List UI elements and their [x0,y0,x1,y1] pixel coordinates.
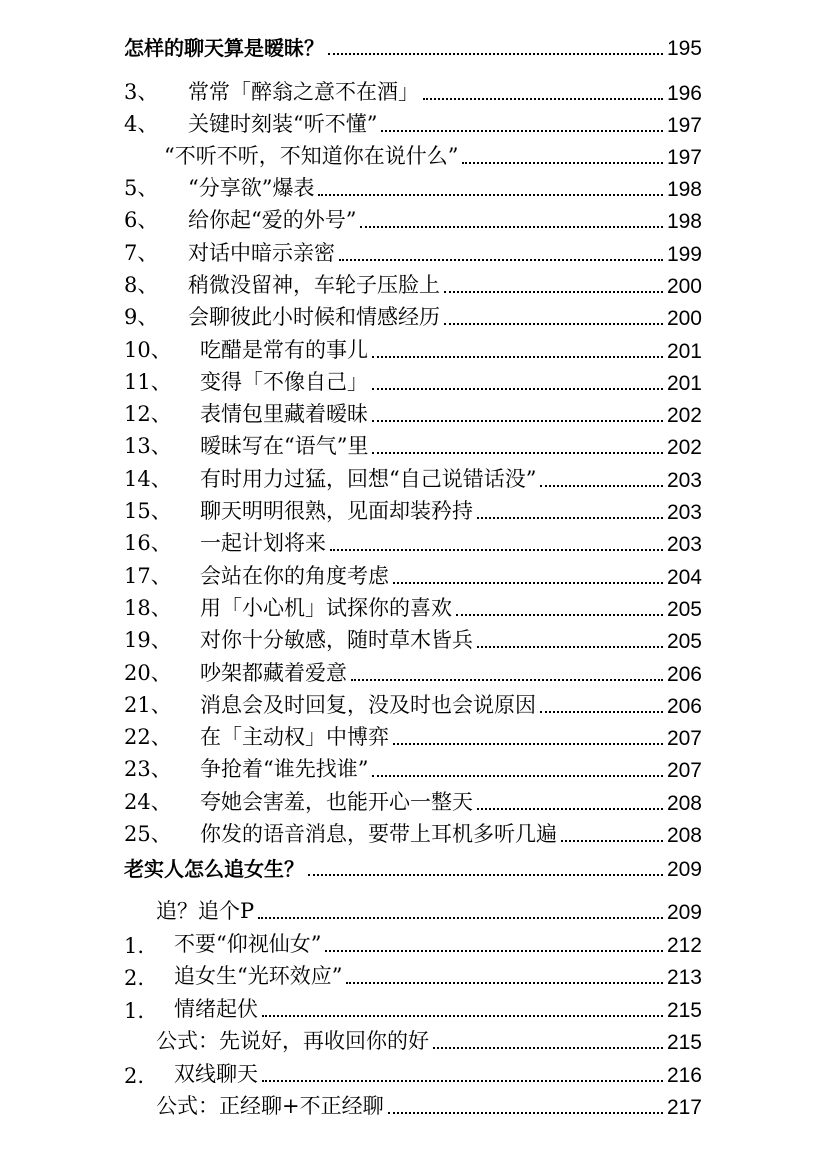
toc-entry-number: 22、 [124,725,172,749]
toc-entry-title: 稍微没留神，车轮子压脸上 [188,273,440,297]
toc-entry[interactable] [0,821,702,851]
toc-entry-number: 1. [124,934,145,958]
toc-entry-page-number: 215 [666,1031,702,1054]
toc-entry-title: 会站在你的角度考虑 [200,564,389,588]
toc-entry-title: 消息会及时回复，没及时也会说原因 [200,693,536,717]
toc-entry[interactable] [0,304,702,334]
toc-entry-title: 你发的语音消息，要带上耳机多听几遍 [200,822,557,846]
toc-entry-number: 18、 [124,596,172,620]
toc-entry-page-number: 199 [666,243,702,266]
toc-entry[interactable] [0,369,702,399]
toc-entry-title: 争抢着“谁先找谁” [200,757,369,781]
toc-entry-title: 聊天明明很熟，见面却装矜持 [200,499,473,523]
toc-entry-page-number: 208 [666,824,702,847]
toc-entry-title: 对话中暗示亲密 [188,241,335,265]
toc-entry-number: 10、 [124,338,172,362]
dot-leader [318,194,662,196]
toc-entry-page-number: 206 [666,695,702,718]
dot-leader [477,517,663,519]
toc-entry-title: 在「主动权」中博弈 [200,725,389,749]
toc-entry-title: 变得「不像自己」 [200,370,368,394]
toc-entry[interactable] [0,789,702,819]
toc-entry-page-number: 197 [666,146,702,169]
toc-entry[interactable] [0,627,702,657]
toc-entry-title: 夸她会害羞，也能开心一整天 [200,790,473,814]
toc-entry[interactable] [0,724,702,754]
dot-leader [351,679,663,681]
dot-leader [381,130,662,132]
toc-entry[interactable] [0,595,702,625]
toc-entry[interactable] [0,272,702,302]
toc-entry-page-number: 201 [666,340,702,363]
toc-entry[interactable] [0,563,702,593]
dot-leader [477,808,663,810]
dot-leader [258,917,663,919]
toc-entry-title: 老实人怎么追女生？ [124,857,304,881]
toc-entry[interactable] [0,996,702,1026]
toc-entry-page-number: 201 [666,372,702,395]
dot-leader [433,1047,663,1049]
toc-entry-page-number: 208 [666,792,702,815]
toc-entry-page-number: 198 [666,178,702,201]
dot-leader [325,950,662,952]
toc-entry-number: 25、 [124,822,172,846]
dot-leader [262,1015,663,1017]
toc-entry[interactable] [0,401,702,431]
dot-leader [372,420,663,422]
toc-entry-number: 19、 [124,628,172,652]
toc-entry[interactable] [0,175,702,205]
toc-entry-title: “不听不听，不知道你在说什么” [164,144,459,168]
toc-entry-number: 7、 [124,241,159,265]
toc-entry-number: 20、 [124,661,172,685]
toc-entry-number: 12、 [124,402,172,426]
dot-leader [462,162,662,164]
toc-entry-page-number: 203 [666,469,702,492]
toc-entry[interactable] [0,692,702,722]
dot-leader [540,711,663,713]
toc-entry-number: 23、 [124,757,172,781]
dot-leader [477,646,663,648]
toc-entry-title: 会聊彼此小时候和情感经历 [188,305,440,329]
toc-entry-number: 1. [124,999,145,1023]
toc-entry-page-number: 204 [666,566,702,589]
toc-entry-title: “分享欲”爆表 [188,176,315,200]
dot-leader [262,1080,663,1082]
toc-entry-number: 17、 [124,564,172,588]
toc-entry-title: 公式：正经聊+不正经聊 [156,1094,384,1118]
toc-entry-number: 8、 [124,273,159,297]
dot-leader [372,356,663,358]
toc-entry-page-number: 202 [666,436,702,459]
dot-leader [561,840,663,842]
toc-entry[interactable] [0,1061,702,1091]
dot-leader [372,452,662,454]
dot-leader [423,98,663,100]
toc-entry-number: 21、 [124,693,172,717]
toc-entry-title: 给你起“爱的外号” [188,208,357,232]
toc-entry-title: 吵架都藏着爱意 [200,661,347,685]
toc-entry-page-number: 200 [666,307,702,330]
toc-entry-number: 6、 [124,208,159,232]
toc-entry[interactable] [0,1093,702,1123]
toc-entry-page-number: 209 [666,901,702,924]
toc-entry[interactable] [0,466,702,496]
toc-entry-page-number: 207 [666,727,702,750]
toc-entry-number: 9、 [124,305,159,329]
toc-entry-page-number: 206 [666,663,702,686]
toc-entry[interactable] [0,1028,702,1058]
toc-entry-page-number: 200 [666,275,702,298]
toc-entry[interactable] [0,240,702,270]
dot-leader [444,323,663,325]
toc-entry-page-number: 195 [666,37,702,60]
toc-entry-number: 13、 [124,434,172,458]
toc-entry-number: 16、 [124,531,172,555]
toc-entry-title: 吃醋是常有的事儿 [200,338,368,362]
toc-entry[interactable] [0,143,702,173]
toc-entry-page-number: 202 [666,404,702,427]
toc-entry[interactable] [0,963,702,993]
toc-entry[interactable] [0,660,702,690]
toc-heading[interactable] [0,34,702,64]
toc-entry-number: 24、 [124,790,172,814]
toc-entry-title: 有时用力过猛，回想“自己说错话没” [200,467,537,491]
dot-leader [372,388,663,390]
toc-entry-page-number: 203 [666,501,702,524]
toc-entry-number: 15、 [124,499,172,523]
toc-entry-title: 表情包里藏着暧昧 [200,402,368,426]
toc-entry-title: 公式：先说好，再收回你的好 [156,1029,429,1053]
toc-heading[interactable] [0,855,702,885]
toc-entry[interactable] [0,931,702,961]
toc-entry-title: 情绪起伏 [174,997,258,1021]
toc-entry-page-number: 198 [666,210,702,233]
toc-entry-number: 14、 [124,467,172,491]
toc-entry-title: 追女生“光环效应” [174,964,343,988]
toc-entry-number: 2. [124,1064,145,1088]
toc-entry[interactable] [0,898,702,928]
toc-entry-title: 怎样的聊天算是暧昧？ [124,36,324,60]
toc-entry-page-number: 205 [666,630,702,653]
toc-entry-page-number: 209 [666,858,702,881]
toc-entry-page-number: 196 [666,82,702,105]
toc-entry[interactable] [0,756,702,786]
toc-entry-number: 2. [124,966,145,990]
toc-entry-title: 追？追个P [156,899,255,923]
toc-entry-title: 一起计划将来 [200,531,326,555]
toc-entry-title: 暧昧写在“语气”里 [200,434,369,458]
toc-entry-page-number: 215 [666,999,702,1022]
dot-leader [540,485,662,487]
toc-entry-number: 5、 [124,176,159,200]
toc-entry[interactable] [0,498,702,528]
toc-entry-page-number: 212 [666,934,702,957]
toc-entry-title: 不要“仰视仙女” [174,932,322,956]
toc-entry-title: 常常「醉翁之意不在酒」 [188,80,419,104]
dot-leader [393,743,663,745]
toc-entry-number: 11、 [124,370,172,394]
dot-leader [308,874,663,876]
toc-entry-number: 4、 [124,112,159,136]
toc-entry-number: 3、 [124,80,159,104]
toc-entry-title: 对你十分敏感，随时草木皆兵 [200,628,473,652]
toc-entry[interactable] [0,337,702,367]
dot-leader [456,614,663,616]
toc-entry-page-number: 205 [666,598,702,621]
dot-leader [388,1112,663,1114]
dot-leader [393,582,663,584]
dot-leader [328,53,663,55]
toc-entry-page-number: 197 [666,114,702,137]
dot-leader [339,259,663,261]
toc-entry-page-number: 207 [666,759,702,782]
toc-entry[interactable] [0,530,702,560]
toc-entry-page-number: 213 [666,966,702,989]
toc-entry-page-number: 217 [666,1096,702,1119]
dot-leader [346,982,662,984]
dot-leader [372,775,662,777]
toc-entry[interactable] [0,111,702,141]
toc-entry-title: 用「小心机」试探你的喜欢 [200,596,452,620]
toc-entry[interactable] [0,207,702,237]
toc-entry-title: 关键时刻装“听不懂” [188,112,378,136]
toc-entry[interactable] [0,433,702,463]
toc-entry-page-number: 216 [666,1064,702,1087]
dot-leader [360,226,662,228]
dot-leader [330,549,663,551]
toc-entry-title: 双线聊天 [174,1062,258,1086]
dot-leader [444,291,663,293]
toc-entry-page-number: 203 [666,533,702,556]
toc-entry[interactable] [0,79,702,109]
